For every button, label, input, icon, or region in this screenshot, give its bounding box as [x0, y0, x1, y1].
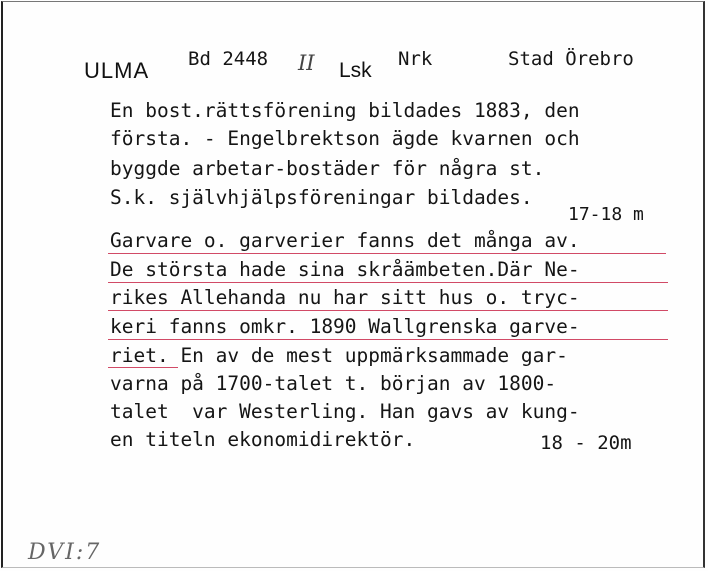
place-label: Stad Örebro: [508, 48, 634, 70]
text-line-10: varna på 1700-talet t. början av 1800-: [110, 372, 557, 395]
margin-note-2: 18 - 20m: [540, 432, 632, 454]
text-line-4: S.k. självhjälpsföreningar bildades.: [110, 186, 533, 209]
underline-4: [108, 339, 668, 340]
underline-1: [108, 253, 666, 254]
card-title: ULMA: [84, 58, 150, 83]
text-line-5: Garvare o. garverier fanns det många av.: [110, 229, 580, 252]
nrk-label: Nrk: [398, 48, 433, 70]
text-line-3: byggde arbetar-bostäder för några st.: [110, 157, 545, 180]
lsk-label: Lsk: [339, 59, 372, 82]
card-border: [1, 1, 705, 568]
roman-numeral: II: [298, 51, 315, 75]
text-line-1: En bost.rättsförening bildades 1883, den: [110, 99, 580, 122]
text-line-12: en titeln ekonomidirektör.: [110, 428, 416, 451]
archive-stamp: DVI:7: [28, 540, 102, 565]
text-line-6: De största hade sina skråämbeten.Där Ne-: [110, 258, 580, 281]
text-line-8: keri fanns omkr. 1890 Wallgrenska garve-: [110, 315, 580, 338]
margin-note-1: 17-18 m: [568, 204, 644, 225]
text-line-2: första. - Engelbrektson ägde kvarnen och: [110, 127, 580, 150]
underline-5: [108, 367, 178, 368]
text-line-9: riet. En av de mest uppmärksammade gar-: [110, 344, 568, 367]
card-code: Bd 2448: [188, 48, 269, 70]
underline-2: [108, 282, 668, 283]
text-line-7: rikes Allehanda nu har sitt hus o. tryc-: [110, 286, 580, 309]
text-line-11: talet var Westerling. Han gavs av kung-: [110, 400, 580, 423]
underline-3: [108, 310, 668, 311]
